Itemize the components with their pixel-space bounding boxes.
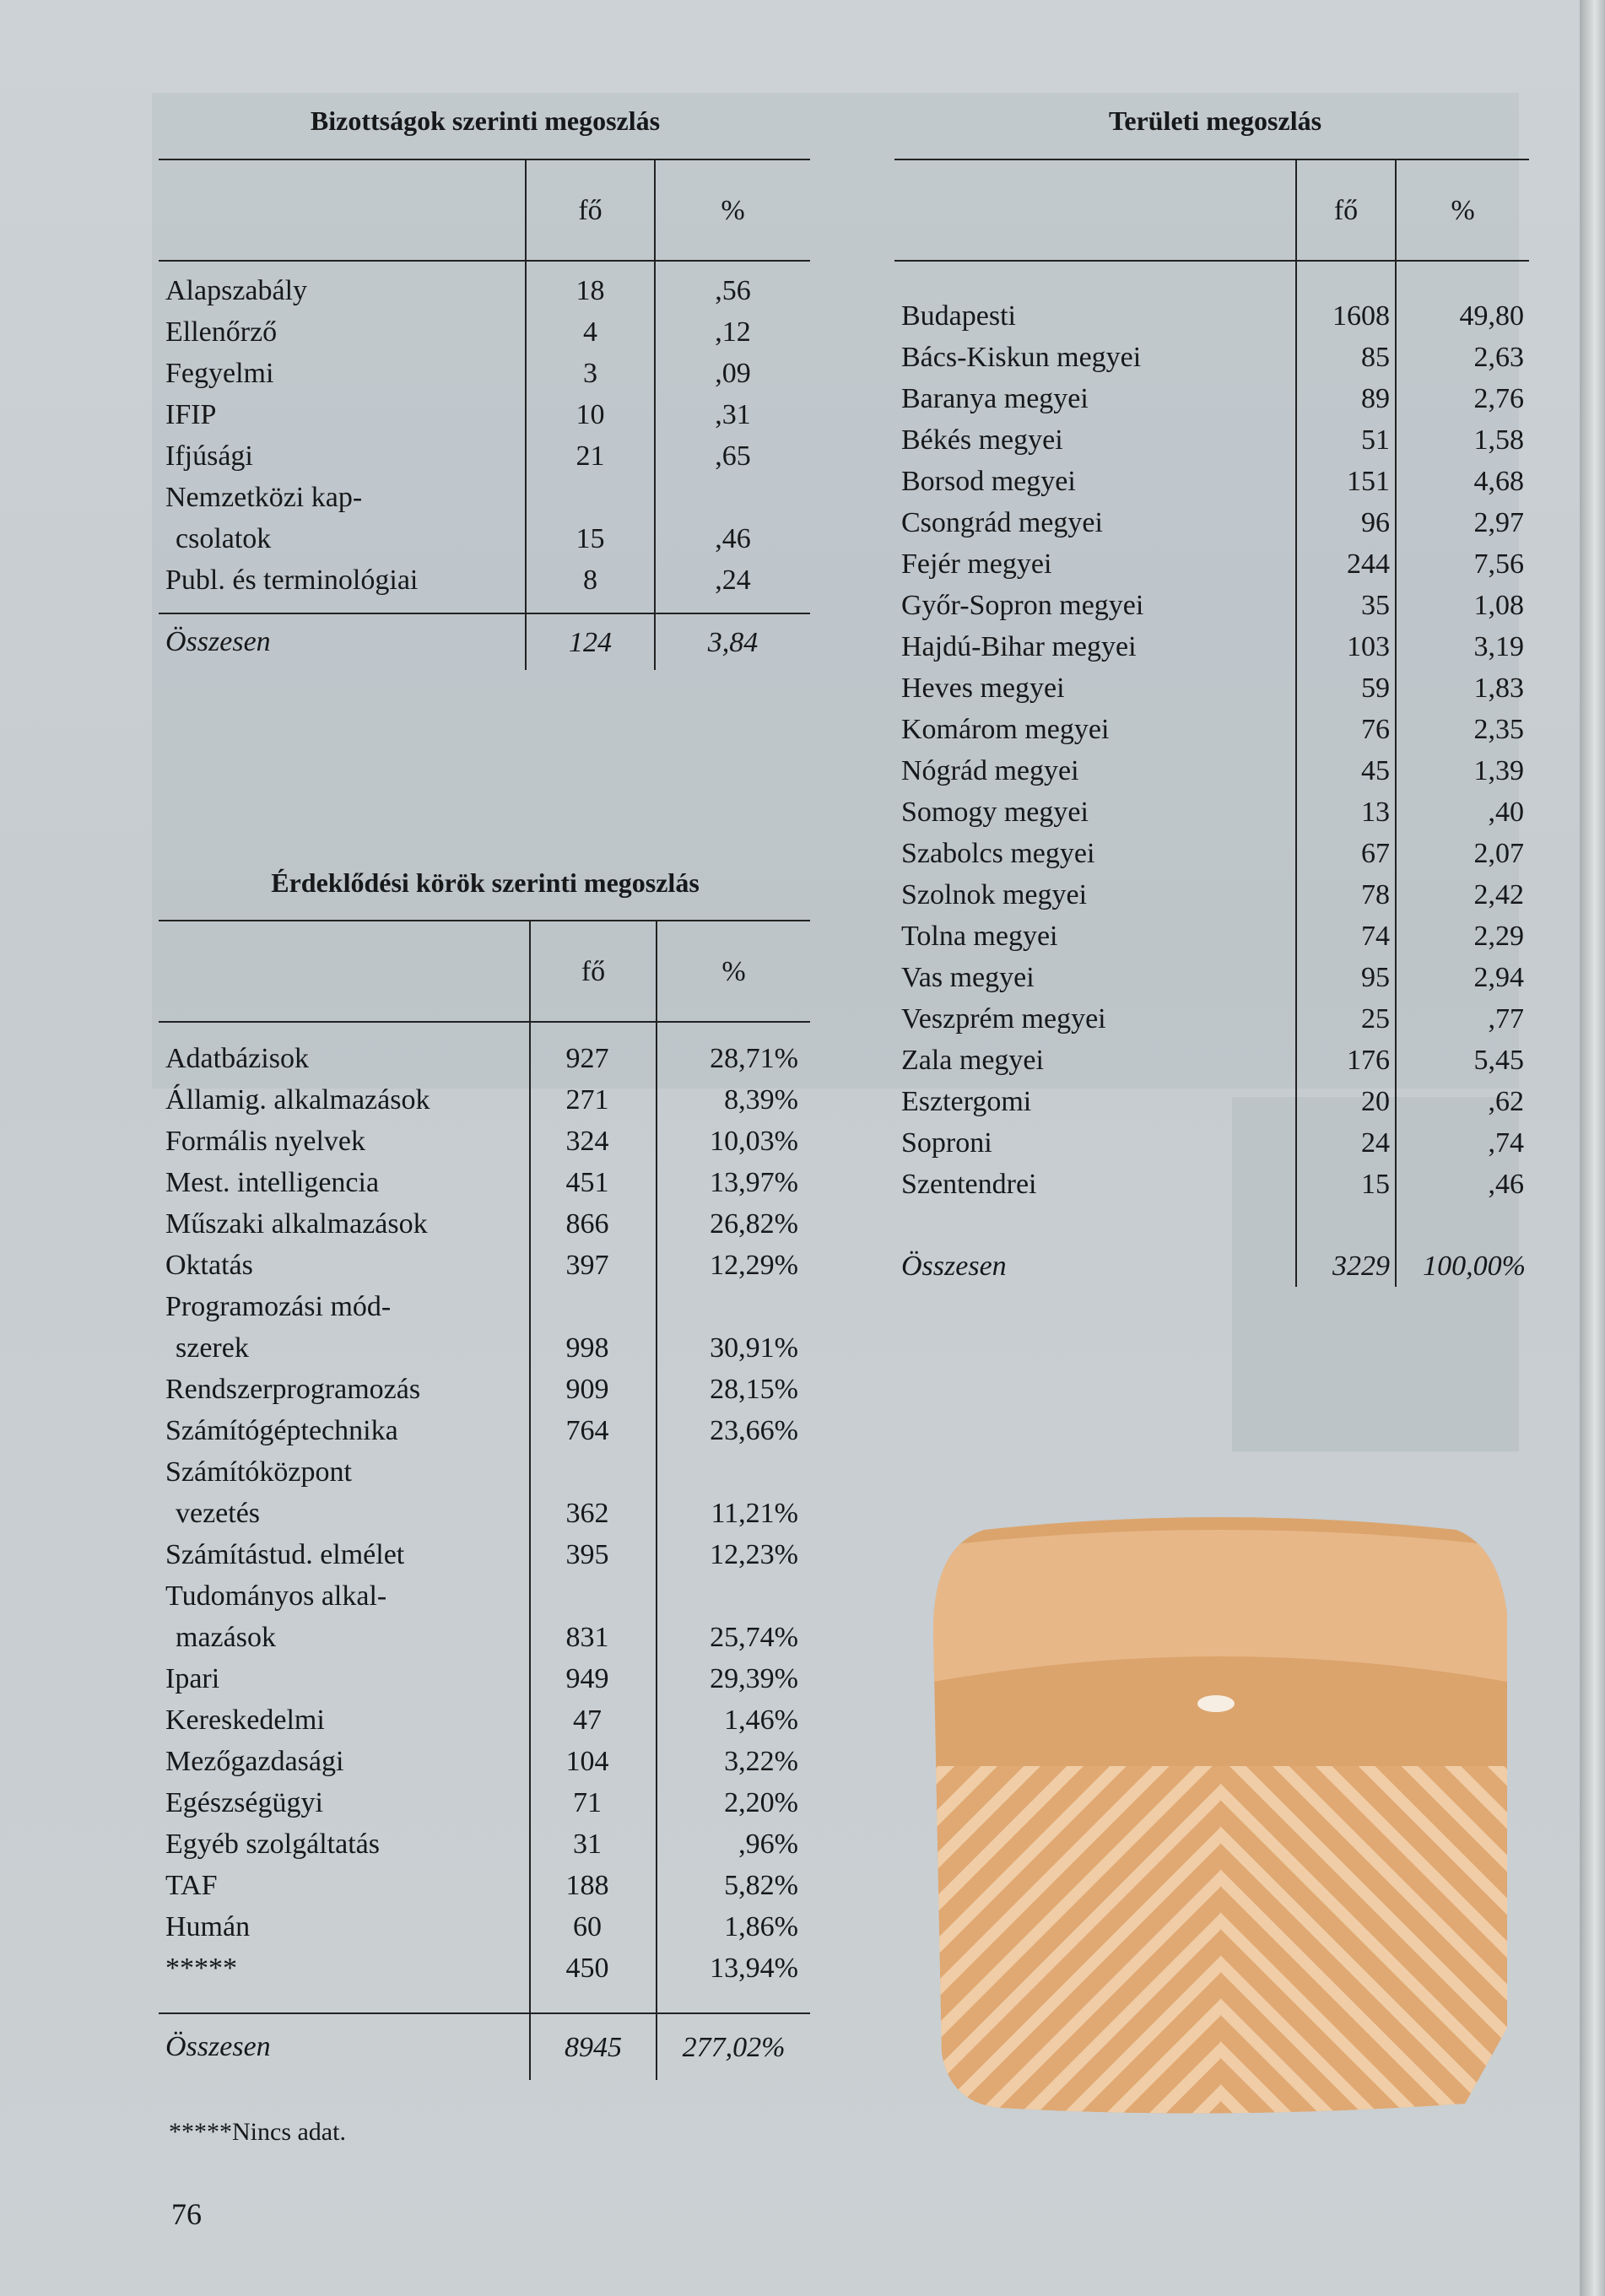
committees-row-label: Fegyelmi	[165, 358, 274, 389]
committees-row	[159, 559, 810, 601]
interests-table	[159, 920, 810, 2080]
interests-row-count: 47	[530, 1699, 657, 1741]
regions-row-count: 76	[1296, 709, 1396, 750]
interests-row-count: 927	[530, 1038, 657, 1079]
regions-table	[894, 159, 1529, 1287]
regions-row	[894, 791, 1529, 833]
interests-row-count: 451	[530, 1162, 657, 1203]
regions-col-count: fő	[1296, 159, 1396, 261]
interests-row-count: 31	[530, 1823, 657, 1865]
interests-row	[159, 1658, 810, 1699]
interests-row-count: 71	[530, 1782, 657, 1823]
interests-row-count: 866	[530, 1203, 657, 1245]
regions-row-label: Borsod megyei	[901, 466, 1076, 497]
committees-row-count: 4	[526, 311, 655, 353]
committees-row-count: 18	[526, 270, 655, 311]
interests-row-count: 949	[530, 1658, 657, 1699]
regions-total	[894, 1205, 1529, 1287]
regions-row-pct: ,74	[1396, 1122, 1529, 1164]
regions-row-pct: 2,97	[1396, 502, 1529, 543]
interests-row-pct	[657, 1575, 810, 1617]
interests-row	[159, 1948, 810, 1989]
regions-row-pct: 5,45	[1396, 1040, 1529, 1081]
committees-header-row	[159, 159, 810, 261]
interests-row	[159, 1121, 810, 1162]
interests-row-label: vezetés	[176, 1498, 261, 1529]
regions-row	[894, 461, 1529, 502]
regions-row	[894, 709, 1529, 750]
interests-row-count	[530, 1575, 657, 1617]
interests-row	[159, 1575, 810, 1617]
regions-total-count: 3229	[1296, 1245, 1396, 1287]
committees-row-count: 10	[526, 394, 655, 435]
regions-row-pct: 2,07	[1396, 833, 1529, 874]
committees-row-label: IFIP	[165, 399, 217, 430]
committees-row-label: csolatok	[176, 523, 272, 554]
regions-row-count: 45	[1296, 750, 1396, 791]
regions-row-pct: 2,35	[1396, 709, 1529, 750]
committees-col-pct: %	[655, 159, 810, 261]
regions-row	[894, 1040, 1529, 1081]
regions-row-pct: 3,19	[1396, 626, 1529, 667]
regions-row-label: Somogy megyei	[901, 797, 1089, 828]
interests-row-label: Humán	[165, 1911, 251, 1942]
regions-row-label: Bács-Kiskun megyei	[901, 342, 1142, 373]
regions-row	[894, 585, 1529, 626]
interests-row-pct: 12,23%	[657, 1534, 810, 1575]
regions-row-pct: ,46	[1396, 1164, 1529, 1205]
interests-row-label: *****	[165, 1953, 237, 1984]
interests-row-label: Adatbázisok	[165, 1043, 309, 1074]
interests-row-count: 395	[530, 1534, 657, 1575]
regions-row-count: 1608	[1296, 295, 1396, 337]
interests-row	[159, 1410, 810, 1451]
interests-row-label: Államig. alkalmazások	[165, 1084, 430, 1116]
committees-row-pct: ,56	[655, 270, 810, 311]
interests-row-label: Ipari	[165, 1663, 220, 1694]
regions-row-count: 176	[1296, 1040, 1396, 1081]
regions-row-pct: 1,83	[1396, 667, 1529, 709]
committees-row	[159, 353, 810, 394]
regions-row	[894, 957, 1529, 998]
regions-row	[894, 750, 1529, 791]
regions-row-count: 25	[1296, 998, 1396, 1040]
regions-row-label: Heves megyei	[901, 673, 1065, 704]
interests-row	[159, 1286, 810, 1327]
committees-row	[159, 311, 810, 353]
regions-col-pct: %	[1396, 159, 1529, 261]
interests-row-label: Programozási mód-	[165, 1291, 392, 1322]
regions-row-label: Szabolcs megyei	[901, 838, 1095, 869]
interests-row-count: 450	[530, 1948, 657, 1989]
interests-row-count: 362	[530, 1493, 657, 1534]
committees-row-label: Nemzetközi kap-	[165, 482, 363, 513]
interests-row	[159, 1038, 810, 1079]
interests-row-label: Formális nyelvek	[165, 1126, 366, 1157]
interests-row	[159, 1203, 810, 1245]
regions-row-pct: 1,39	[1396, 750, 1529, 791]
committees-row-label: Ellenőrző	[165, 316, 278, 348]
interests-total-pct: 277,02%	[657, 2013, 810, 2080]
regions-row-count: 24	[1296, 1122, 1396, 1164]
regions-row-pct: ,40	[1396, 791, 1529, 833]
interests-row-pct: 2,20%	[657, 1782, 810, 1823]
regions-row	[894, 998, 1529, 1040]
regions-rows	[894, 295, 1529, 1205]
regions-row-pct: 7,56	[1396, 543, 1529, 585]
regions-row-count: 13	[1296, 791, 1396, 833]
interests-row-count	[530, 1286, 657, 1327]
regions-row-count: 15	[1296, 1164, 1396, 1205]
interests-row-pct: 12,29%	[657, 1245, 810, 1286]
regions-row	[894, 874, 1529, 916]
regions-row-count: 95	[1296, 957, 1396, 998]
interests-row-count	[530, 1451, 657, 1493]
interests-total-label: Összesen	[165, 2031, 271, 2062]
regions-row-pct: 2,42	[1396, 874, 1529, 916]
regions-row-pct: 2,76	[1396, 378, 1529, 419]
committees-total	[159, 601, 810, 670]
regions-row	[894, 337, 1529, 378]
regions-row-pct: 4,68	[1396, 461, 1529, 502]
interests-row-pct: 3,22%	[657, 1741, 810, 1782]
interests-row-label: Kereskedelmi	[165, 1704, 325, 1736]
page-edge	[1580, 0, 1605, 2296]
regions-row-label: Szentendrei	[901, 1169, 1037, 1200]
regions-row	[894, 626, 1529, 667]
interests-row	[159, 1079, 810, 1121]
committees-total-count: 124	[526, 613, 655, 670]
interests-row-pct: 30,91%	[657, 1327, 810, 1369]
committees-row-pct	[655, 477, 810, 518]
committees-row-pct: ,09	[655, 353, 810, 394]
committees-row-label: Alapszabály	[165, 275, 308, 306]
regions-title: Területi megoszlás	[1108, 105, 1322, 136]
regions-row-label: Zala megyei	[901, 1045, 1044, 1076]
interests-row-label: TAF	[165, 1870, 218, 1901]
committees-body	[159, 159, 810, 270]
committees-row	[159, 518, 810, 559]
interests-row-pct: 5,82%	[657, 1865, 810, 1906]
regions-row	[894, 502, 1529, 543]
regions-header-row	[894, 159, 1529, 261]
interests-row	[159, 1451, 810, 1493]
interests-row-count: 324	[530, 1121, 657, 1162]
interests-row	[159, 1823, 810, 1865]
regions-row	[894, 295, 1529, 337]
regions-row	[894, 1081, 1529, 1122]
interests-header-row	[159, 921, 810, 1022]
regions-row-label: Soproni	[901, 1127, 992, 1159]
committees-row-count: 21	[526, 435, 655, 477]
regions-row-label: Fejér megyei	[901, 548, 1052, 580]
regions-row-count: 151	[1296, 461, 1396, 502]
committees-rows	[159, 270, 810, 601]
interests-row-label: Egészségügyi	[165, 1787, 323, 1818]
interests-row-count: 104	[530, 1741, 657, 1782]
interests-row-count: 764	[530, 1410, 657, 1451]
regions-head	[894, 159, 1529, 295]
interests-row-pct: 28,15%	[657, 1369, 810, 1410]
interests-head	[159, 921, 810, 1038]
interests-row	[159, 1369, 810, 1410]
interests-row-label: mazások	[176, 1622, 276, 1653]
interests-row-count: 998	[530, 1327, 657, 1369]
regions-row-count: 244	[1296, 543, 1396, 585]
committees-row	[159, 270, 810, 311]
interests-row-label: Számítástud. elmélet	[165, 1539, 405, 1570]
interests-row	[159, 1162, 810, 1203]
committees-row-pct: ,12	[655, 311, 810, 353]
regions-row-pct: 2,63	[1396, 337, 1529, 378]
committees-table	[159, 159, 810, 670]
regions-row-pct: 2,94	[1396, 957, 1529, 998]
interests-row-pct: 8,39%	[657, 1079, 810, 1121]
regions-row-count: 103	[1296, 626, 1396, 667]
interests-row-pct: 25,74%	[657, 1617, 810, 1658]
committees-row	[159, 394, 810, 435]
committees-total-row	[159, 613, 810, 670]
interests-row-label: Tudományos alkal-	[165, 1580, 387, 1612]
interests-row-label: Egyéb szolgáltatás	[165, 1829, 380, 1860]
regions-row	[894, 1122, 1529, 1164]
interests-row-label: Mezőgazdasági	[165, 1746, 344, 1777]
regions-row	[894, 378, 1529, 419]
regions-row-pct: 2,29	[1396, 916, 1529, 957]
interests-row-count: 909	[530, 1369, 657, 1410]
regions-row-count: 96	[1296, 502, 1396, 543]
regions-row-count: 35	[1296, 585, 1396, 626]
committees-title: Bizottságok szerinti megoszlás	[310, 105, 661, 136]
interests-col-count: fő	[530, 921, 657, 1022]
regions-row-pct: ,77	[1396, 998, 1529, 1040]
regions-row-pct: 1,08	[1396, 585, 1529, 626]
decorative-illustration	[933, 1513, 1507, 2120]
regions-total-pct: 100,00%	[1396, 1245, 1529, 1287]
footnote: *****Nincs adat.	[169, 2118, 346, 2146]
interests-row-label: szerek	[176, 1332, 249, 1364]
committees-row	[159, 435, 810, 477]
regions-row-count: 51	[1296, 419, 1396, 461]
regions-row	[894, 419, 1529, 461]
interests-row-pct: 1,86%	[657, 1906, 810, 1948]
interests-row	[159, 1865, 810, 1906]
interests-total-count: 8945	[530, 2013, 657, 2080]
regions-row-count: 78	[1296, 874, 1396, 916]
regions-row-pct: 49,80	[1396, 295, 1529, 337]
interests-row-label: Számítógéptechnika	[165, 1415, 398, 1446]
page-number: 76	[171, 2197, 202, 2231]
interests-row-pct: 1,46%	[657, 1699, 810, 1741]
regions-row	[894, 1164, 1529, 1205]
regions-row-label: Baranya megyei	[901, 383, 1089, 414]
interests-row-pct: 29,39%	[657, 1658, 810, 1699]
committees-row-count: 3	[526, 353, 655, 394]
regions-row-label: Hajdú-Bihar megyei	[901, 631, 1137, 662]
committees-total-label: Összesen	[165, 626, 271, 657]
regions-row-count: 67	[1296, 833, 1396, 874]
interests-row-label: Számítóközpont	[165, 1456, 352, 1488]
committees-row-pct: ,31	[655, 394, 810, 435]
regions-row-label: Csongrád megyei	[901, 507, 1103, 538]
committees-row-pct: ,46	[655, 518, 810, 559]
regions-row-pct: 1,58	[1396, 419, 1529, 461]
interests-row-label: Rendszerprogramozás	[165, 1374, 421, 1405]
interests-row-label: Oktatás	[165, 1250, 253, 1281]
regions-row-label: Nógrád megyei	[901, 755, 1079, 786]
interests-row	[159, 1327, 810, 1369]
interests-row	[159, 1782, 810, 1823]
interests-row	[159, 1741, 810, 1782]
interests-row	[159, 1906, 810, 1948]
regions-row-label: Békés megyei	[901, 424, 1063, 456]
committees-row-count: 15	[526, 518, 655, 559]
interests-rows	[159, 1038, 810, 1989]
interests-row-pct: 13,94%	[657, 1948, 810, 1989]
interests-row-pct: 28,71%	[657, 1038, 810, 1079]
interests-title: Érdeklődési körök szerinti megoszlás	[271, 867, 700, 898]
committees-total-pct: 3,84	[655, 613, 810, 670]
interests-col-pct: %	[657, 921, 810, 1022]
interests-row-count: 271	[530, 1079, 657, 1121]
interests-total-row	[159, 2013, 810, 2080]
interests-row	[159, 1493, 810, 1534]
regions-row-label: Vas megyei	[901, 962, 1035, 993]
regions-row-count: 89	[1296, 378, 1396, 419]
interests-row-label: Mest. intelligencia	[165, 1167, 380, 1198]
interests-row-pct: 26,82%	[657, 1203, 810, 1245]
interests-row-count: 60	[530, 1906, 657, 1948]
regions-row	[894, 543, 1529, 585]
interests-row-pct	[657, 1286, 810, 1327]
interests-row-count: 188	[530, 1865, 657, 1906]
interests-row-pct: 10,03%	[657, 1121, 810, 1162]
regions-row	[894, 916, 1529, 957]
regions-row-count: 59	[1296, 667, 1396, 709]
interests-row-pct: 13,97%	[657, 1162, 810, 1203]
committees-row-pct: ,24	[655, 559, 810, 601]
regions-row-label: Budapesti	[901, 300, 1016, 332]
committees-row-label: Publ. és terminológiai	[165, 565, 419, 596]
committees-col-count: fő	[526, 159, 655, 261]
committees-row-count: 8	[526, 559, 655, 601]
interests-total	[159, 1989, 810, 2080]
committees-row	[159, 477, 810, 518]
interests-row	[159, 1534, 810, 1575]
regions-row-label: Győr-Sopron megyei	[901, 590, 1144, 621]
interests-row-pct: ,96%	[657, 1823, 810, 1865]
regions-row	[894, 833, 1529, 874]
regions-row-count: 85	[1296, 337, 1396, 378]
interests-row	[159, 1245, 810, 1286]
regions-total-label: Összesen	[901, 1251, 1007, 1282]
regions-row-label: Esztergomi	[901, 1086, 1032, 1117]
interests-row-label: Műszaki alkalmazások	[165, 1208, 428, 1240]
interests-row-pct: 11,21%	[657, 1493, 810, 1534]
interests-row-count: 831	[530, 1617, 657, 1658]
committees-row-pct: ,65	[655, 435, 810, 477]
regions-row-label: Szolnok megyei	[901, 879, 1088, 910]
regions-row-pct: ,62	[1396, 1081, 1529, 1122]
interests-row	[159, 1699, 810, 1741]
regions-row-count: 74	[1296, 916, 1396, 957]
committees-row-label: Ifjúsági	[165, 440, 253, 472]
interests-row-pct: 23,66%	[657, 1410, 810, 1451]
regions-row	[894, 667, 1529, 709]
interests-row-pct	[657, 1451, 810, 1493]
regions-row-label: Veszprém megyei	[901, 1003, 1106, 1035]
regions-row-count: 20	[1296, 1081, 1396, 1122]
interests-row-count: 397	[530, 1245, 657, 1286]
interests-row	[159, 1617, 810, 1658]
regions-total-row	[894, 1245, 1529, 1287]
regions-row-label: Komárom megyei	[901, 714, 1110, 745]
committees-row-count	[526, 477, 655, 518]
regions-row-label: Tolna megyei	[901, 921, 1058, 952]
